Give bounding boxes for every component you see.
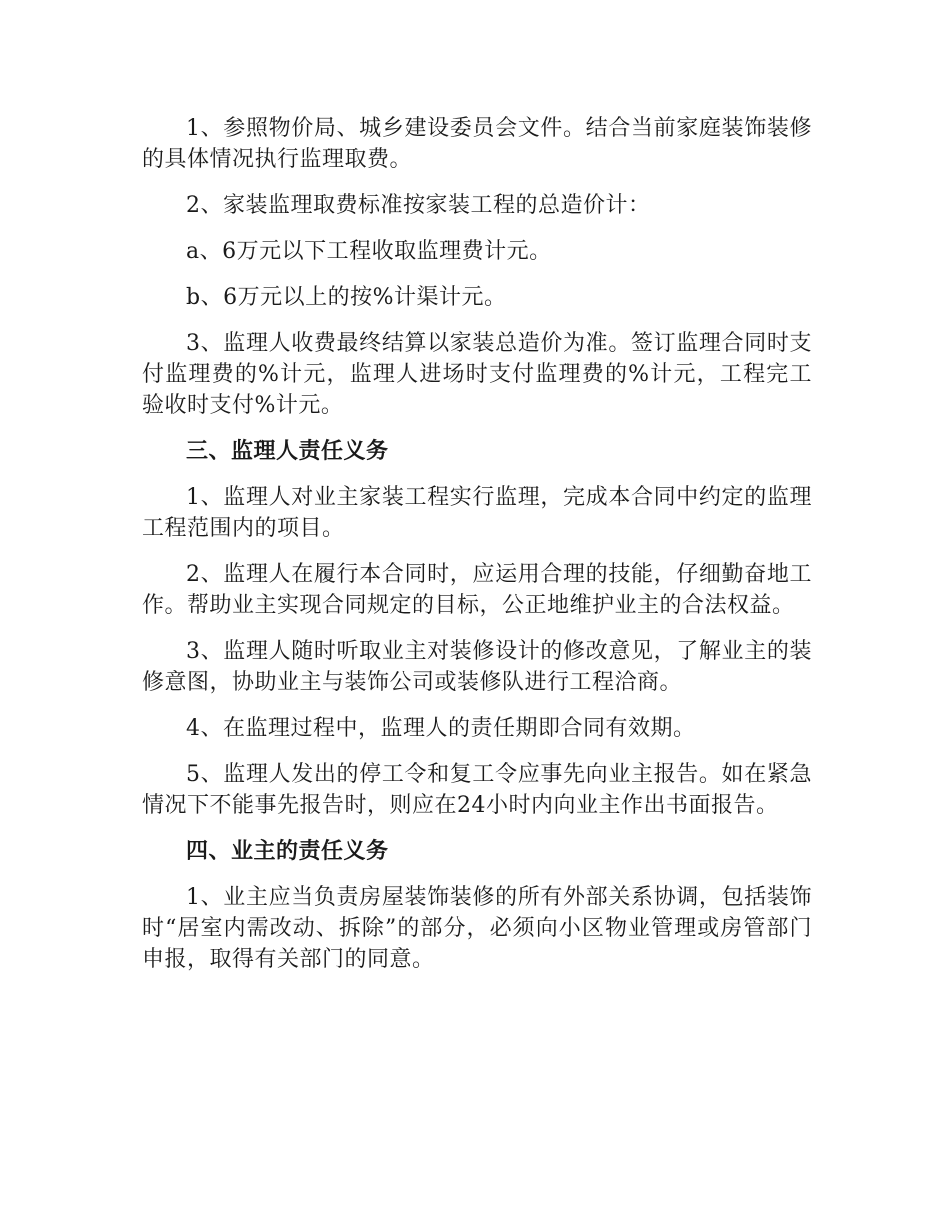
heading-owner-duties: 四、业主的责任义务 [186, 838, 389, 864]
para-fee-standard: 2、家装监理取费标准按家装工程的总造价计： [186, 193, 651, 218]
para-fee-basis: 1、参照物价局、城乡建设委员会文件。结合当前家庭装饰装修的具体情况执行监理取费。 [142, 116, 812, 172]
document-page [142, 113, 812, 990]
heading-supervisor-duties: 三、监理人责任义务 [186, 438, 389, 464]
para-fee-a: a、6万元以下工程收取监理费计元。 [186, 239, 552, 264]
para-fee-b: b、6万元以上的按%计渠计元。 [186, 285, 507, 310]
para-duty-1: 1、监理人对业主家装工程实行监理，完成本合同中约定的监理工程范围内的项目。 [142, 485, 812, 541]
para-owner-duty-1: 1、业主应当负责房屋装饰装修的所有外部关系协调，包括装饰时“居室内需改动、拆除”的部分，必须向小区物业管理或房管部门申报，取得有关部门的同意。 [142, 885, 812, 972]
para-duty-4: 4、在监理过程中，监理人的责任期即合同有效期。 [186, 716, 696, 741]
para-duty-5: 5、监理人发出的停工令和复工令应事先向业主报告。如在紧急情况下不能事先报告时，则应在24小时内向业主作出书面报告。 [142, 762, 812, 818]
para-duty-2: 2、监理人在履行本合同时，应运用合理的技能，仔细勤奋地工作。帮助业主实现合同规定的目标，公正地维护业主的合法权益。 [142, 562, 812, 618]
para-duty-3: 3、监理人随时听取业主对装修设计的修改意见，了解业主的装修意图，协助业主与装饰公司或装修队进行工程洽商。 [142, 639, 812, 695]
para-fee-settlement: 3、监理人收费最终结算以家装总造价为准。签订监理合同时支付监理费的%计元，监理人进场时支付监理费的%计元，工程完工验收时支付%计元。 [142, 331, 812, 418]
